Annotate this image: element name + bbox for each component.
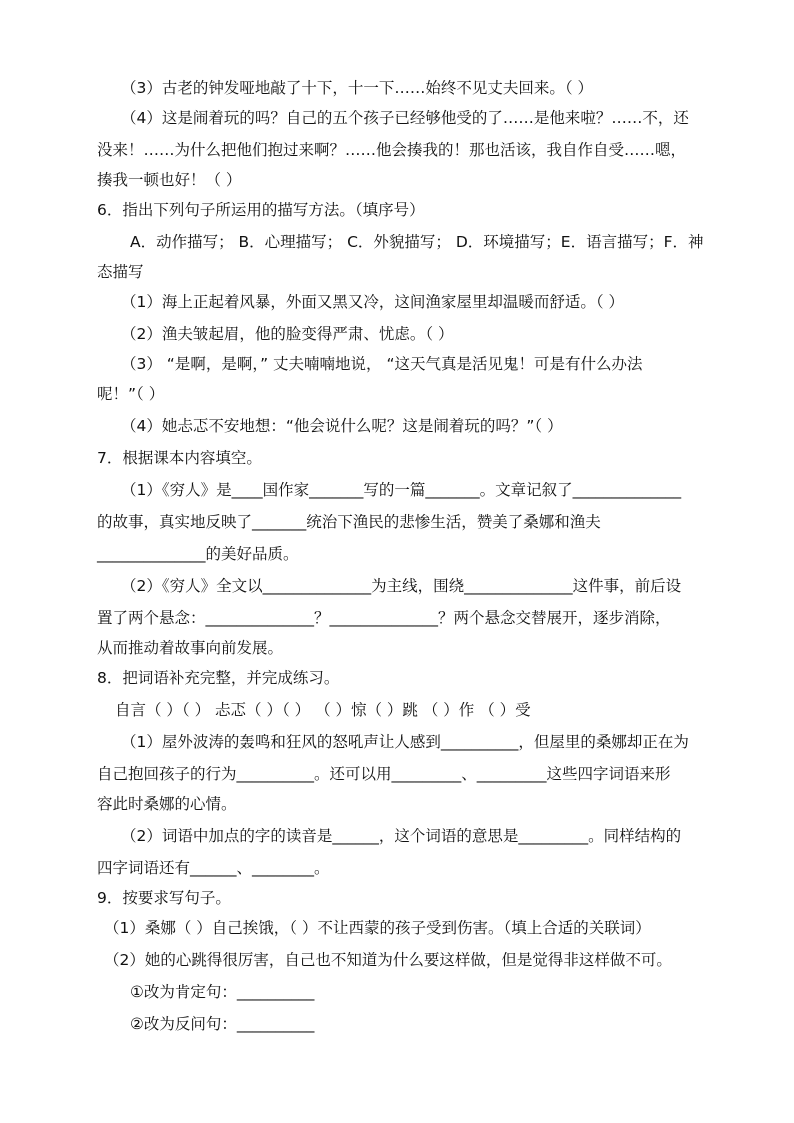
q7-item-2-line-3: 从而推动着故事向前发展。	[97, 639, 284, 657]
q8-item-1-line-1: （1）屋外波涛的轰鸣和狂风的怒吼声让人感到__________，但屋里的桑娜却正在为	[121, 733, 689, 751]
q9-item-1: （1）桑娜（ ）自己挨饿，（ ）不让西蒙的孩子受到伤害。（填上合适的关联词）	[104, 919, 651, 937]
q7-item-1-line-3: ______________的美好品质。	[97, 545, 299, 563]
q8-item-1-line-3: 容此时桑娜的心情。	[97, 795, 237, 813]
q5-item-4-line-1: （4）这是闹着玩的吗？自己的五个孩子已经够他受的了……是他来啦？……不，还	[121, 109, 689, 127]
q9-item-2-sub-2: ②改为反问句：__________	[130, 1015, 315, 1033]
q6-item-4: （4）她忐忑不安地想：“他会说什么呢？这是闹着玩的吗？”（ ）	[121, 417, 563, 435]
q5-item-4-line-3: 揍我一顿也好！（ ）	[97, 171, 242, 189]
q7-item-2-line-2: 置了两个悬念：______________？______________？两个悬念交替展开，逐步消除，	[97, 609, 671, 627]
q6-options-line-2: 态描写	[97, 263, 144, 281]
q6-options-line-1: A．动作描写； B．心理描写； C．外貌描写； D．环境描写；E．语言描写；F．神	[130, 233, 704, 251]
q5-item-4-line-2: 没来！……为什么把他们抱过来啊？……他会揍我的！那也活该，我自作自受……嗯，	[97, 141, 687, 159]
q7-item-2-line-1: （2）《穷人》全文以______________为主线，围绕______________这件事，前后设	[121, 577, 682, 595]
q9-item-2: （2）她的心跳得很厉害，自己也不知道为什么要这样做，但是觉得非这样做不可。	[104, 951, 672, 969]
question-8-title: 8．把词语补充完整，并完成练习。	[97, 669, 340, 687]
question-9-title: 9．按要求写句子。	[97, 889, 231, 907]
q6-item-1: （1）海上正起着风暴，外面又黑又冷，这间渔家屋里却温暖而舒适。（ ）	[121, 293, 625, 311]
q6-item-2: （2）渔夫皱起眉，他的脸变得严肃、忧虑。（ ）	[121, 325, 454, 343]
q8-item-1-line-2: 自己抱回孩子的行为__________。还可以用_________、_________这些四字词语来形	[97, 765, 671, 783]
q8-word-blanks: 自言（ ）（ ） 忐忑（ ）（ ） （ ）惊（ ）跳 （ ）作 （ ）受	[115, 701, 531, 719]
question-6-title: 6．指出下列句子所运用的描写方法。（填序号）	[97, 201, 425, 219]
q6-item-3-line-1: （3） “是啊，是啊，” 丈夫喃喃地说， “这天气真是活见鬼！可是有什么办法	[121, 355, 643, 373]
q5-item-3: （3）古老的钟发哑地敲了十下，十一下……始终不见丈夫回来。（ ）	[121, 79, 594, 97]
question-7-title: 7．根据课本内容填空。	[97, 449, 262, 467]
q7-item-1-line-1: （1）《穷人》是____国作家_______写的一篇_______。文章记叙了______________	[121, 481, 682, 499]
q8-item-2-line-2: 四字词语还有______、________。	[97, 859, 330, 877]
q9-item-2-sub-1: ①改为肯定句：__________	[130, 983, 315, 1001]
q7-item-1-line-2: 的故事，真实地反映了_______统治下渔民的悲惨生活，赞美了桑娜和渔夫	[97, 513, 601, 531]
q8-item-2-line-1: （2）词语中加点的字的读音是______，这个词语的意思是_________。同样结构的	[121, 827, 682, 845]
q6-item-3-line-2: 呢！”（ ）	[97, 385, 165, 403]
